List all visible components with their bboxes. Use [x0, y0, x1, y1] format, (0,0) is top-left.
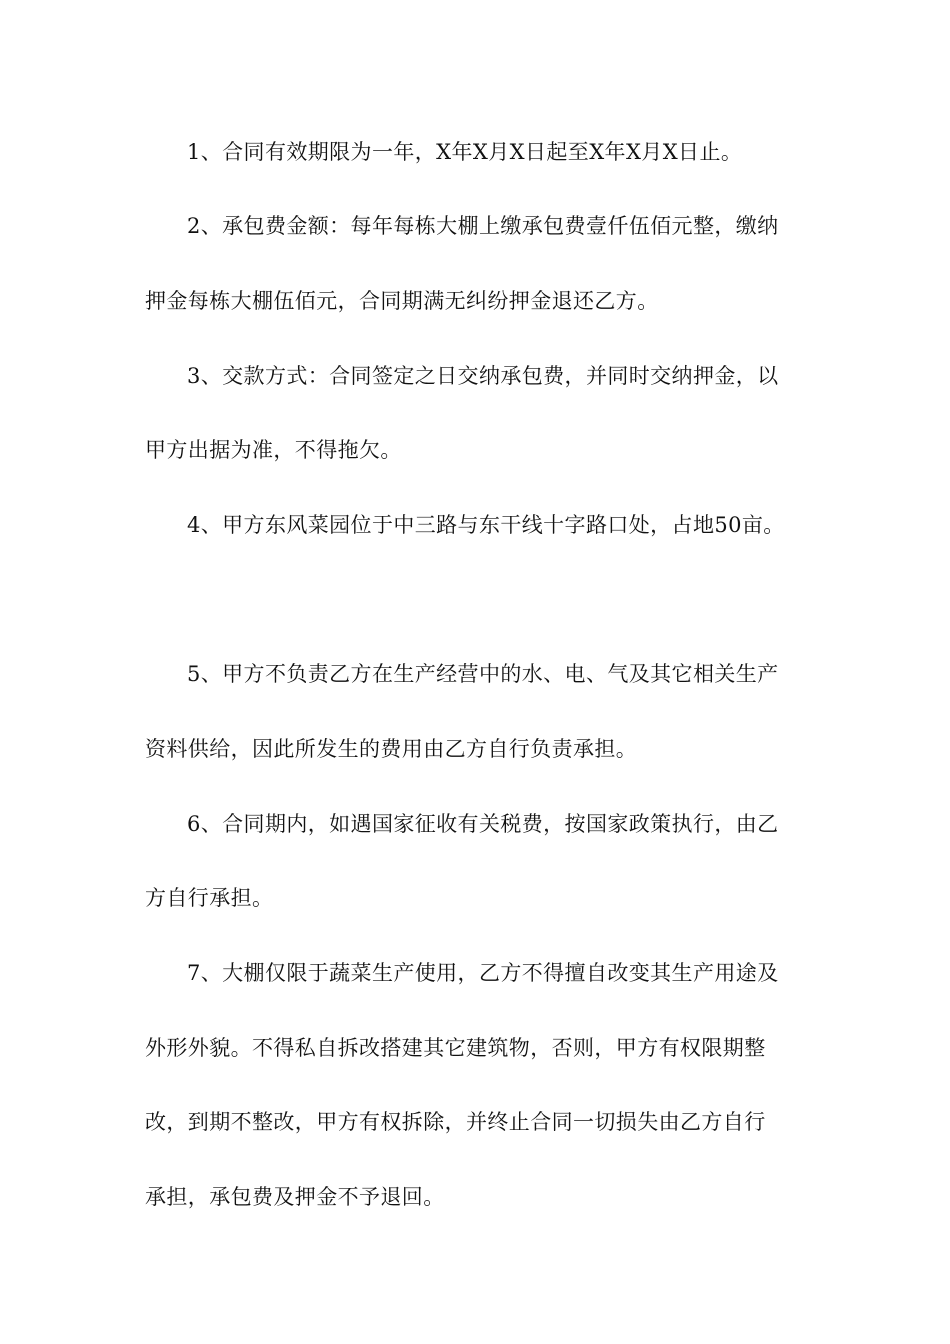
clause-6-line-1: 6、合同期内，如遇国家征收有关税费，按国家政策执行，由乙 — [187, 812, 779, 836]
clause-5-line-2: 资料供给，因此所发生的费用由乙方自行负责承担。 — [145, 737, 638, 761]
clause-2-line-1: 2、承包费金额：每年每栋大棚上缴承包费壹仟伍佰元整，缴纳 — [187, 214, 779, 238]
clause-7-line-1: 7、大棚仅限于蔬菜生产使用，乙方不得擅自改变其生产用途及 — [187, 961, 779, 985]
clause-5-line-1: 5、甲方不负责乙方在生产经营中的水、电、气及其它相关生产 — [187, 662, 779, 686]
clause-4-line-1: 4、甲方东风菜园位于中三路与东干线十字路口处，占地50亩。 — [187, 513, 785, 537]
clause-7-line-3: 改，到期不整改，甲方有权拆除，并终止合同一切损失由乙方自行 — [145, 1110, 766, 1134]
clause-1-line-1: 1、合同有效期限为一年，X年X月X日起至X年X月X日止。 — [187, 140, 743, 164]
clause-2-line-2: 押金每栋大棚伍佰元，合同期满无纠纷押金退还乙方。 — [145, 289, 659, 313]
clause-6-line-2: 方自行承担。 — [145, 886, 274, 910]
clause-7-line-2: 外形外貌。不得私自拆改搭建其它建筑物，否则，甲方有权限期整 — [145, 1036, 766, 1060]
clause-7-line-4: 承担，承包费及押金不予退回。 — [145, 1185, 445, 1209]
clause-3-line-1: 3、交款方式：合同签定之日交纳承包费，并同时交纳押金，以 — [187, 364, 779, 388]
clause-3-line-2: 甲方出据为准，不得拖欠。 — [145, 438, 402, 462]
